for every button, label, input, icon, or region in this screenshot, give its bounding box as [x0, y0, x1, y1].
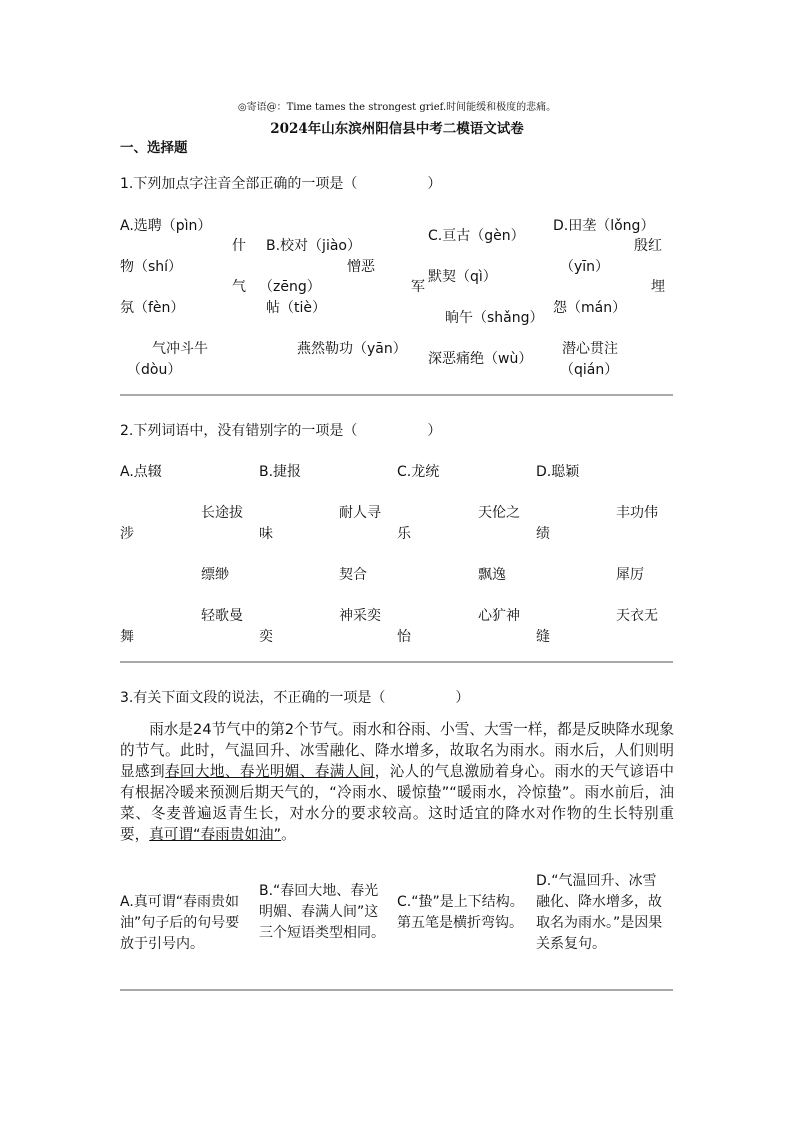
q1-c-line2: 军	[411, 279, 425, 295]
q3-option-a: A.真可谓“春雨贵如油”句子后的句号要放于引号内。	[120, 894, 240, 952]
q1-a-line6: 气冲斗牛	[152, 341, 208, 357]
section-heading: 一、选择题	[120, 140, 188, 156]
exam-title: 2024年山东滨州阳信县中考二模语文试卷	[270, 121, 524, 137]
passage-text: ，沁人的气息激励着身心。雨水的天气谚语中有根据冷暖来预测后期天气的，“冷雨水、暖惊蛰”“暖雨水，冷惊蛰”。雨水前后，油菜、冬麦普遍返青生长，对水分的要求较高。这时适宜的降水对作物的生长特别重要，	[120, 763, 674, 843]
q2-d-word1b: 绩	[536, 526, 550, 542]
passage-text: 雨水是24节气中的第2个节气。雨水和谷雨、小雪、大雪一样，都是反映降水现象的节气。此时，气温回升、冰雪融化、降水增多，故取名为雨水。雨水后，人们则明显感到	[120, 721, 674, 780]
q2-c-word3b: 怡	[397, 629, 411, 645]
q1-d-line7: （qián）	[560, 362, 619, 378]
q2-a-word1a: 长途拔	[201, 505, 243, 521]
q1-d-line4: 埋	[651, 279, 665, 295]
q1-c-line4: 晌午（shǎng）	[445, 310, 544, 326]
q1-b-line3: （zēng）	[259, 279, 321, 295]
passage-text: 。	[281, 826, 296, 843]
q1-a-line5: 氛（fèn）	[120, 300, 185, 316]
q2-a-word3a: 轻歌曼	[201, 608, 243, 624]
q1-c-line3: 默契（qì）	[428, 269, 497, 285]
q3-option-d: D.“气温回升、冰雪融化、降水增多，故取名为雨水。”是因果关系复句。	[536, 873, 663, 952]
q2-c-option: C.龙统	[397, 464, 440, 480]
q1-a-line7: （dòu）	[127, 362, 182, 378]
q1-a-line4: 气	[232, 279, 246, 295]
divider	[120, 394, 673, 396]
q1-d-line3: （yīn）	[560, 259, 610, 275]
question-3-stem: 3.有关下面文段的说法，不正确的一项是（ ）	[120, 690, 470, 706]
q1-d-line6: 潜心贯注	[562, 341, 618, 357]
q2-a-word1b: 涉	[120, 526, 134, 542]
q2-d-word1a: 丰功伟	[616, 505, 658, 521]
q2-a-option: A.点辍	[120, 464, 162, 480]
q2-c-word1a: 天伦之	[478, 505, 520, 521]
reading-passage	[120, 719, 674, 845]
q2-d-word3b: 缝	[536, 629, 550, 645]
q2-b-word2: 契合	[339, 567, 367, 583]
q2-c-word3a: 心犷神	[478, 608, 520, 624]
divider	[120, 661, 673, 663]
q1-c-line5: 深恶痛绝（wù）	[428, 351, 533, 367]
q2-a-word2: 缥缈	[201, 567, 229, 583]
q2-c-word2: 飘逸	[478, 567, 506, 583]
q2-b-word3a: 神采奕	[339, 608, 381, 624]
q2-b-word3b: 奕	[259, 629, 273, 645]
q1-b-line5: 燕然勒功（yān）	[297, 341, 407, 357]
q1-b-line1: B.校对（jiào）	[266, 238, 361, 254]
q2-d-option: D.聪颖	[536, 464, 580, 480]
question-1-stem: 1.下列加点字注音全部正确的一项是（ ）	[120, 176, 442, 192]
q1-c-line1: C.亘古（gèn）	[428, 228, 525, 244]
q1-d-line5: 怨（mán）	[553, 300, 627, 316]
q2-c-word1b: 乐	[397, 526, 411, 542]
q2-b-word1b: 味	[259, 526, 273, 542]
q2-d-word3a: 天衣无	[616, 608, 658, 624]
underlined-phrase: 春回大地、春光明媚、春满人间	[164, 763, 375, 780]
divider	[120, 989, 673, 991]
q2-b-option: B.捷报	[259, 464, 302, 480]
q1-d-line1: D.田垄（lǒng）	[553, 218, 655, 234]
q1-a-line2: 什	[232, 238, 246, 254]
q2-d-word2: 犀厉	[616, 567, 644, 583]
question-2-stem: 2.下列词语中，没有错别字的一项是（ ）	[120, 423, 442, 439]
q1-b-line4: 帖（tiè）	[266, 300, 326, 316]
q1-b-line2: 憎恶	[347, 259, 375, 275]
q3-option-c: C.“蛰”是上下结构。第五笔是横折弯钩。	[397, 894, 524, 931]
q3-option-b: B.“春回大地、春光明媚、春满人间”这三个短语类型相同。	[259, 883, 385, 941]
q2-a-word3b: 舞	[120, 629, 134, 645]
motto: ◎寄语@：Time tames the strongest grief.时间能缓和极度的悲痛。	[237, 102, 557, 113]
q2-b-word1a: 耐人寻	[339, 505, 381, 521]
q1-a-line1: A.选聘（pìn）	[120, 218, 212, 234]
q1-d-line2: 殷红	[634, 238, 662, 254]
underlined-phrase: 真可谓“春雨贵如油”	[149, 826, 282, 843]
q1-a-line3: 物（shí）	[120, 259, 183, 275]
